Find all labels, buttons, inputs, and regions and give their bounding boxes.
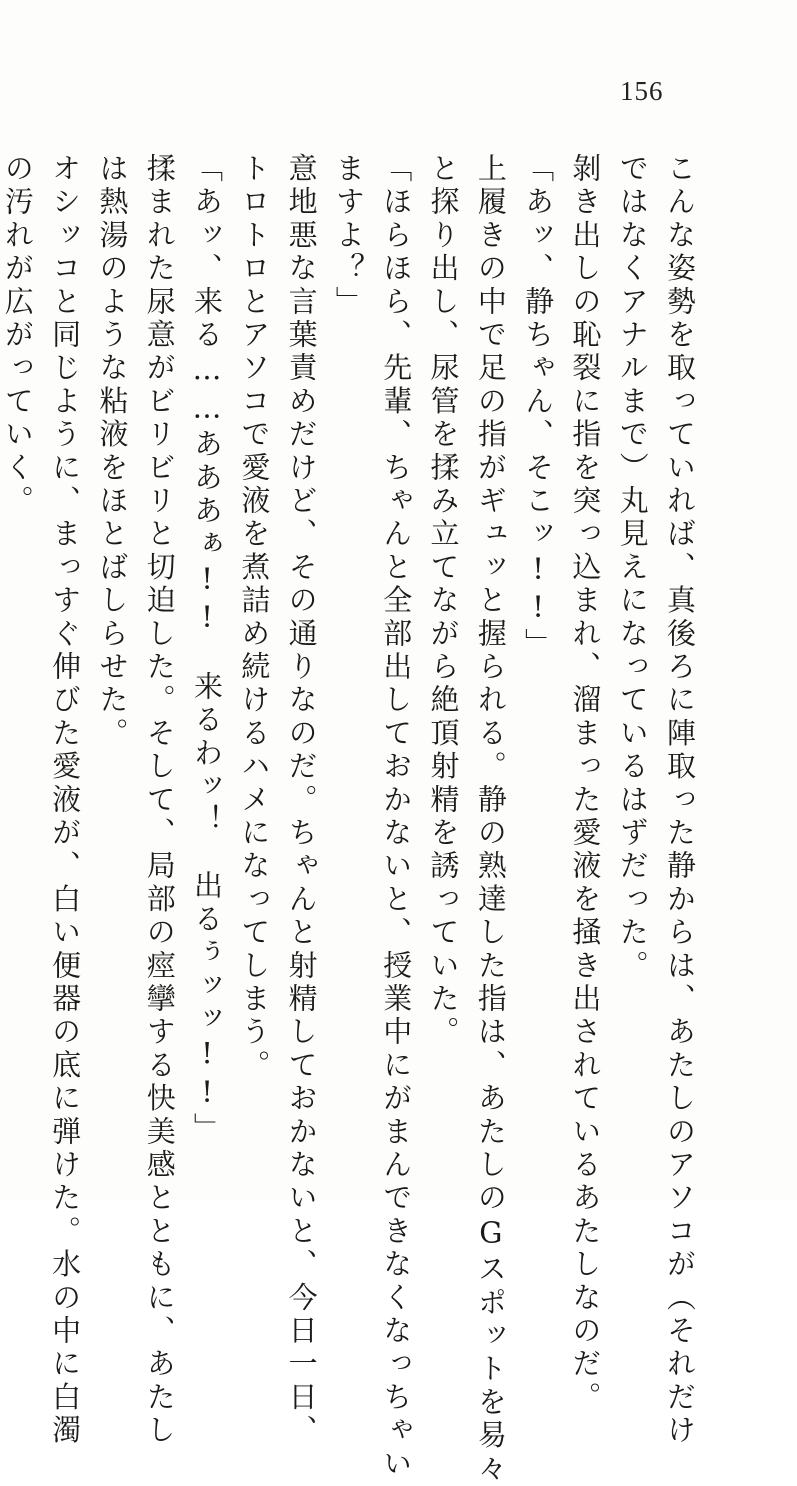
text-line: は熱湯のような粘液をほとばしらせた。 [95,153,130,751]
text-line: と探り出し、尿管を揉み立てながら絶頂射精を誘っていた。 [426,153,461,1050]
text-line: 意地悪な言葉責めだけど、その通りなのだ。ちゃんと射精しておかないと、今日一日、 [284,153,319,1448]
text-line: ではなくアナルまで）丸見えになっているはずだった。 [615,153,650,983]
text-line: オシッコと同じように、まっすぐ伸びた愛液が、白い便器の底に弾けた。水の中に白濁 [48,153,83,1448]
page-number: 156 [620,76,664,106]
text-line: トロトロとアソコで愛液を煮詰め続けるハメになってしまう。 [237,153,272,1083]
text-line: の汚れが広がっていく。 [0,153,35,519]
text-line: 「あッ、来る……あああぁ!! 来るわッ！ 出るぅッッ!!」 [190,153,225,1146]
text-line: ますよ？」 [331,153,366,319]
text-line: 上履きの中で足の指がギュッと握られる。静の熟達した指は、あたしのGスポットを易々 [473,153,508,1486]
body-text [0,153,703,1486]
text-line: こんな姿勢を取っていれば、真後ろに陣取った静からは、あたしのアソコが（それだけ [663,153,697,1448]
text-line: 揉まれた尿意がビリビリと切迫した。そして、局部の痙攣する快美感とともに、あたし [142,153,177,1448]
text-line: 剝き出しの恥裂に指を突っ込まれ、溜まった愛液を掻き出されているあたしなのだ。 [568,153,603,1415]
text-line: 「ほらほら、先輩、ちゃんと全部出しておかないと、授業中にがまんできなくなっちゃい [379,153,414,1481]
text-line: 「あッ、静ちゃん、そこッ!!」 [521,153,556,661]
